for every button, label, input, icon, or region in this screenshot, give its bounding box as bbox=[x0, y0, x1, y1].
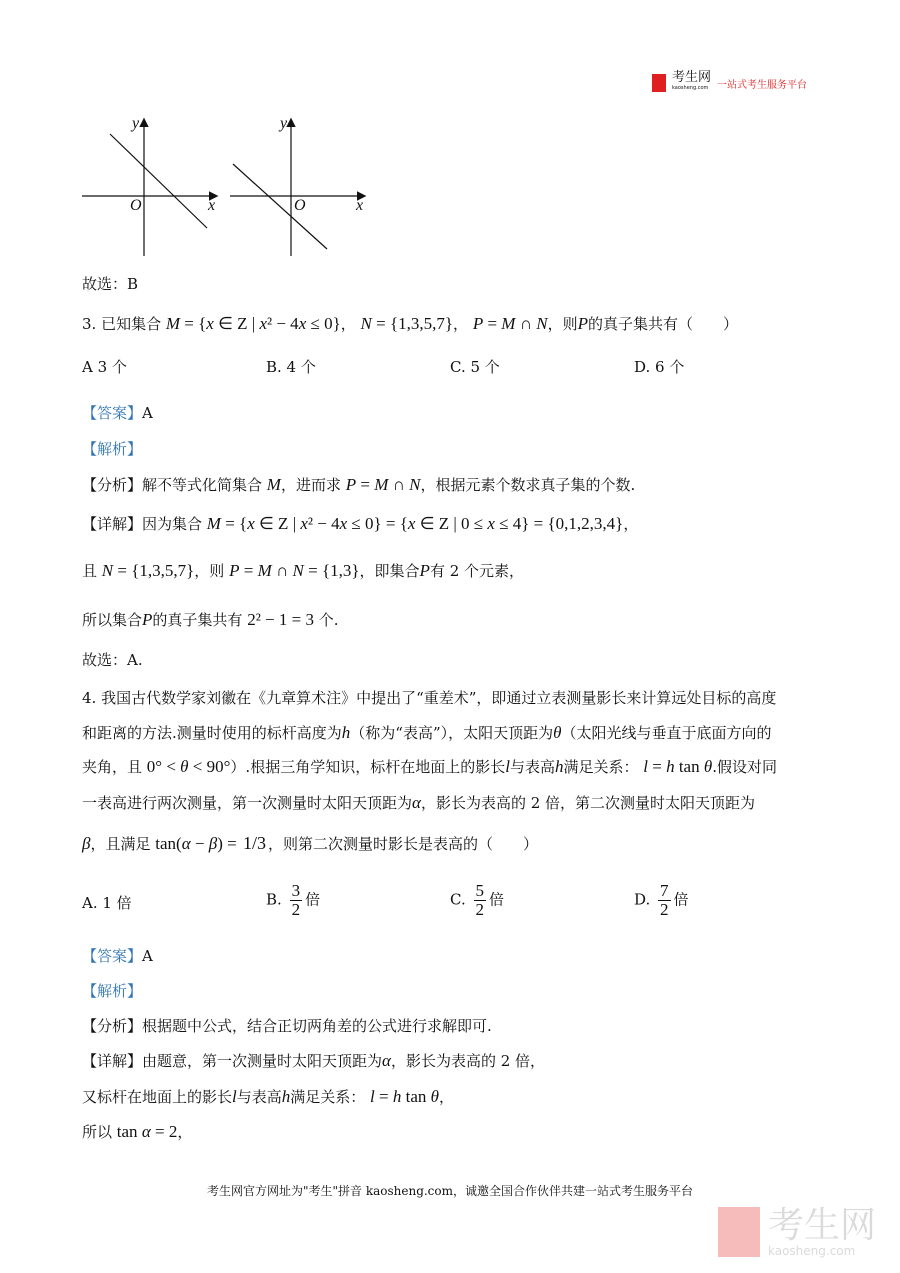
math-text: l bbox=[505, 757, 510, 776]
watermark-name: 考生网 bbox=[768, 1205, 877, 1246]
math-text: M bbox=[374, 475, 389, 494]
text-segment: 【解析】 bbox=[82, 982, 143, 1000]
math-text: ) = bbox=[217, 834, 241, 853]
math-text: N bbox=[360, 314, 372, 333]
text-segment: 【答案】 bbox=[82, 404, 143, 422]
math-text: − 4 bbox=[313, 514, 340, 533]
math-text: tan bbox=[674, 757, 704, 776]
math-text: ∩ bbox=[388, 475, 410, 494]
text-line bbox=[82, 513, 638, 535]
text-line bbox=[82, 832, 538, 855]
math-text: = { bbox=[180, 314, 207, 333]
text-segment: 故选：A. bbox=[82, 651, 143, 669]
text-line bbox=[82, 273, 138, 295]
math-text: β bbox=[82, 834, 91, 853]
text-segment: ， bbox=[623, 515, 639, 533]
text-segment: ， bbox=[177, 1123, 193, 1141]
math-text: = {1,3,5,7} bbox=[113, 561, 195, 580]
text-line bbox=[82, 649, 143, 671]
q3-option-d: D. 6 个 bbox=[634, 358, 685, 376]
fraction: $\frac{3}{2}$ bbox=[291, 881, 301, 919]
q4-option-a: A. 1 倍 bbox=[82, 894, 132, 912]
math-text: = {1,3} bbox=[303, 561, 360, 580]
text-line bbox=[82, 560, 524, 582]
q4-option-d: D. $\frac{7}{2}$ 倍 bbox=[634, 881, 689, 919]
math-text: − 4 bbox=[272, 314, 299, 333]
math-text: l bbox=[370, 1087, 375, 1106]
text-line bbox=[82, 474, 635, 496]
text-segment: ，影长为表高的 2 倍，第二次测量时太阳天顶距为 bbox=[420, 794, 756, 812]
text-segment: 夹角，且 bbox=[82, 758, 147, 776]
text-line bbox=[82, 313, 738, 335]
math-text: N bbox=[292, 561, 304, 580]
text-line bbox=[82, 1086, 454, 1108]
text-segment: A bbox=[142, 404, 153, 422]
math-text: 0° < bbox=[146, 757, 181, 776]
x-axis-label: x bbox=[208, 197, 216, 214]
text-segment: 又标杆在地面上的影长 bbox=[82, 1088, 233, 1106]
math-text: = bbox=[374, 1087, 393, 1106]
text-segment: ，进而求 bbox=[280, 476, 346, 494]
math-text: P bbox=[345, 475, 357, 494]
math-text: h bbox=[666, 757, 675, 776]
text-line bbox=[82, 687, 776, 709]
text-segment: ，影长为表高的 2 倍， bbox=[390, 1052, 546, 1070]
origin-label: O bbox=[294, 197, 306, 214]
math-text: θ bbox=[703, 757, 713, 776]
text-segment: 的真子集共有 bbox=[152, 611, 248, 629]
fraction: $\frac{5}{2}$ bbox=[475, 881, 484, 919]
text-segment: 满足关系： bbox=[563, 758, 644, 776]
text-segment: 故选：B bbox=[82, 275, 139, 293]
text-line bbox=[82, 1015, 492, 1037]
y-axis-label: y bbox=[132, 115, 140, 132]
text-segment: ，根据元素个数求真子集的个数. bbox=[420, 476, 636, 494]
text-segment: ，则 bbox=[194, 562, 230, 580]
text-segment: 【解析】 bbox=[82, 440, 143, 458]
text-segment: ，且满足 bbox=[90, 835, 156, 853]
math-text: h bbox=[554, 757, 564, 776]
q3-option-a: A 3 个 bbox=[82, 358, 127, 376]
q4-option-b: B. $\frac{3}{2}$ 倍 bbox=[266, 881, 321, 919]
text-segment: （太阳光线与垂直于底面方向的 bbox=[561, 724, 772, 742]
text-segment: 所以 bbox=[82, 1123, 117, 1141]
text-segment: 【分析】解不等式化简集合 bbox=[82, 476, 267, 494]
text-segment: ， bbox=[453, 315, 473, 333]
math-text: α bbox=[382, 1051, 391, 1070]
math-text: M bbox=[266, 475, 281, 494]
math-text: ≤ 0} = { bbox=[347, 514, 408, 533]
math-text: x bbox=[300, 514, 308, 533]
fraction: 1/3 bbox=[242, 833, 266, 853]
text-segment: 【答案】 bbox=[82, 947, 143, 965]
math-text: N bbox=[536, 314, 548, 333]
math-text: ² bbox=[307, 514, 314, 533]
q3-option-c: C. 5 个 bbox=[450, 358, 500, 376]
math-text: x bbox=[339, 514, 348, 533]
text-line bbox=[82, 792, 755, 814]
math-text: α bbox=[141, 1122, 151, 1141]
math-text: ∩ bbox=[515, 314, 537, 333]
watermark-domain: kaosheng.com bbox=[768, 1244, 856, 1258]
text-segment: 的真子集共有（ ） bbox=[588, 315, 739, 333]
text-line bbox=[82, 980, 142, 1002]
graph-figures bbox=[70, 100, 380, 265]
text-line bbox=[82, 945, 153, 967]
text-segment: ）.根据三角学知识，标杆在地面上的影长 bbox=[230, 758, 506, 776]
math-text: x bbox=[206, 314, 214, 333]
logo-domain: kaosheng.com bbox=[672, 85, 709, 91]
x-axis-label: x bbox=[356, 197, 364, 214]
text-line bbox=[82, 609, 339, 631]
math-text: ≤ 0} bbox=[306, 314, 341, 333]
text-segment: 和距离的方法.测量时使用的标杆高度为 bbox=[82, 724, 342, 742]
fraction: $\frac{7}{2}$ bbox=[660, 881, 669, 919]
math-text: P bbox=[142, 610, 153, 629]
text-segment: 且 bbox=[82, 562, 102, 580]
math-text: P bbox=[472, 314, 484, 333]
text-segment: ，则 bbox=[547, 315, 578, 333]
text-segment: 与表高 bbox=[509, 758, 555, 776]
math-text: M bbox=[206, 514, 221, 533]
math-text: α bbox=[412, 793, 421, 812]
math-text: ∈ Z | bbox=[254, 514, 301, 533]
math-text: 2² − 1 = 3 bbox=[247, 610, 314, 629]
y-axis-label: y bbox=[280, 115, 288, 132]
math-text: β bbox=[208, 834, 218, 853]
watermark bbox=[718, 1207, 876, 1257]
page-footer: 考生网官方网址为"考生"拼音 kaosheng.com，诚邀全国合作伙伴共建一站式考生服务平台 bbox=[206, 1184, 694, 1198]
logo-mark-icon bbox=[652, 74, 666, 92]
text-segment: 【详解】因为集合 bbox=[82, 515, 207, 533]
math-text: θ bbox=[553, 723, 562, 742]
math-text: l bbox=[232, 1087, 237, 1106]
math-text: = bbox=[356, 475, 375, 494]
math-text: tan bbox=[401, 1087, 431, 1106]
text-segment: A bbox=[142, 947, 153, 965]
text-segment: 与表高 bbox=[236, 1088, 282, 1106]
text-line bbox=[82, 1050, 545, 1072]
math-text: x bbox=[247, 514, 255, 533]
math-text: tan( bbox=[155, 834, 182, 853]
math-text: ∈ bbox=[213, 314, 238, 333]
math-text: x bbox=[487, 514, 495, 533]
math-text: P bbox=[419, 561, 430, 580]
math-text: tan bbox=[116, 1122, 142, 1141]
text-segment: 所以集合 bbox=[82, 611, 143, 629]
text-segment: 有 2 个元素， bbox=[429, 562, 525, 580]
math-text: = {1,3,5,7} bbox=[371, 314, 454, 333]
text-segment: （称为“表高”），太阳天顶距为 bbox=[350, 724, 554, 742]
text-segment: ，则第二次测量时影长是表高的（ ） bbox=[267, 835, 538, 853]
text-segment: 个. bbox=[313, 611, 339, 629]
math-text: M bbox=[501, 314, 516, 333]
math-text: ∩ bbox=[271, 561, 293, 580]
math-text: Z bbox=[237, 314, 248, 333]
logo-name: 考生网 bbox=[672, 70, 712, 85]
math-text: ∈ Z | 0 ≤ bbox=[415, 514, 488, 533]
text-line bbox=[82, 756, 777, 778]
math-text: ² bbox=[266, 314, 273, 333]
math-text: l bbox=[643, 757, 648, 776]
text-segment: 4. 我国古代数学家刘徽在《九章算术注》中提出了“重差术”，即通过立表测量影长来计算远处目标的高度 bbox=[82, 689, 777, 707]
text-segment: 3. 已知集合 bbox=[82, 315, 166, 333]
graph-1 bbox=[82, 120, 216, 256]
text-segment: ， bbox=[340, 315, 361, 333]
math-text: − bbox=[190, 834, 209, 853]
math-text: = { bbox=[220, 514, 248, 533]
text-segment: 满足关系： bbox=[290, 1088, 371, 1106]
text-line bbox=[82, 1121, 192, 1143]
math-text: M bbox=[257, 561, 272, 580]
math-text: N bbox=[101, 561, 114, 580]
site-logo bbox=[652, 72, 807, 94]
math-text: | bbox=[247, 314, 260, 333]
text-segment: ， bbox=[439, 1088, 455, 1106]
text-segment: 【分析】根据题中公式，结合正切两角差的公式进行求解即可. bbox=[82, 1017, 492, 1035]
math-text: θ bbox=[180, 757, 189, 776]
text-line bbox=[82, 722, 772, 744]
math-text: x bbox=[407, 514, 416, 533]
text-segment: ，即集合 bbox=[359, 562, 420, 580]
math-text: = bbox=[483, 314, 502, 333]
math-text: x bbox=[298, 314, 307, 333]
text-segment: .假设对同 bbox=[712, 758, 777, 776]
q3-option-b: B. 4 个 bbox=[266, 358, 316, 376]
math-text: P bbox=[577, 314, 588, 333]
math-text: P bbox=[229, 561, 240, 580]
math-text: θ bbox=[430, 1087, 440, 1106]
math-text: ≤ 4} = {0,1,2,3,4} bbox=[494, 514, 624, 533]
math-text: = bbox=[647, 757, 667, 776]
origin-label: O bbox=[130, 197, 142, 214]
math-text: N bbox=[409, 475, 421, 494]
math-text: M bbox=[165, 314, 181, 333]
math-text: = 2 bbox=[150, 1122, 178, 1141]
graph-2 bbox=[230, 120, 364, 256]
math-text: = bbox=[239, 561, 258, 580]
text-segment: 【详解】由题意，第一次测量时太阳天顶距为 bbox=[82, 1052, 383, 1070]
logo-slogan: 一站式考生服务平台 bbox=[717, 79, 808, 91]
math-text: x bbox=[259, 314, 267, 333]
math-text: h bbox=[392, 1087, 402, 1106]
text-line bbox=[82, 438, 142, 460]
text-line bbox=[82, 402, 153, 424]
math-text: < 90° bbox=[188, 757, 231, 776]
q4-option-c: C. $\frac{5}{2}$ 倍 bbox=[450, 881, 505, 919]
math-text: α bbox=[181, 834, 191, 853]
math-text: h bbox=[281, 1087, 291, 1106]
watermark-logo-icon bbox=[718, 1207, 760, 1257]
text-segment: 一表高进行两次测量，第一次测量时太阳天顶距为 bbox=[82, 794, 413, 812]
math-text: h bbox=[341, 723, 351, 742]
